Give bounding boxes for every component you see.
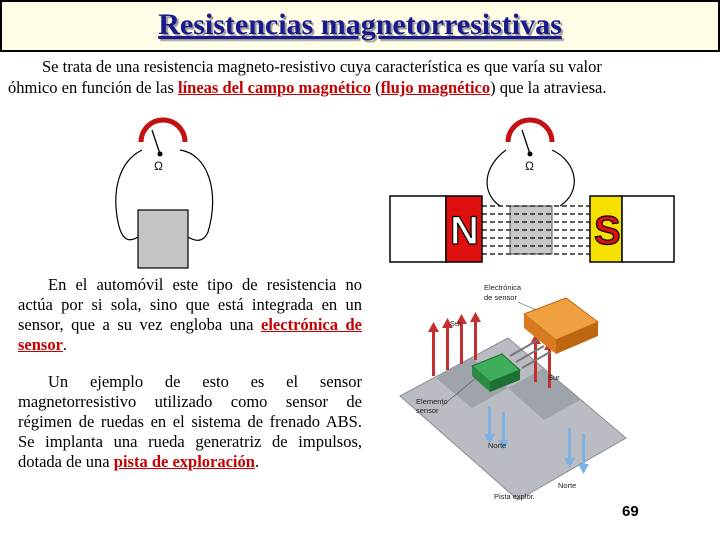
meter-scale [141, 120, 185, 142]
meter-pivot [528, 152, 533, 157]
label-electronics-line1: Electrónica [484, 283, 522, 292]
intro-text [8, 56, 688, 98]
magnetic-flux-term: flujo magnético [380, 78, 491, 97]
page-title: Resistencias magnetorresistivas [158, 8, 562, 41]
label-north-right: Norte [558, 481, 577, 490]
label-electronics-line2: de sensor [484, 293, 517, 302]
paragraph-automotive-text: En el automóvil este tipo de resistencia no actúa por si sola, sino que está integrada en un sensor, que a su vez engloba una [18, 275, 362, 334]
magnet-body-right [622, 196, 674, 262]
south-label: S [594, 209, 621, 253]
ohmmeter-diagram-with-magnet [388, 112, 678, 270]
label-south-left: Sur [450, 319, 462, 328]
abs-sensor-illustration [398, 278, 628, 504]
magnet-body-left [390, 196, 446, 262]
wire-right [552, 150, 574, 206]
paragraph-abs-end: . [254, 452, 260, 471]
label-element-line1: Elemento [416, 397, 448, 406]
label-south-right: Sur [548, 373, 560, 382]
intro-line-2-pre: óhmico en función de las [8, 78, 178, 97]
meter-scale [508, 120, 552, 142]
ohmmeter-diagram-no-field [108, 112, 228, 270]
scanning-track-term: pista de exploración [113, 452, 255, 471]
sensor-electronics-term: electrónica de sensor [18, 315, 362, 354]
field-lines-term: líneas del campo magnético [178, 78, 371, 97]
north-label: N [450, 209, 479, 253]
paragraph-automotive-end: . [62, 335, 68, 354]
meter-needle [152, 130, 160, 154]
intro-line-2 [8, 77, 688, 98]
meter-needle [522, 130, 530, 154]
title-bar [0, 0, 720, 52]
ohm-symbol: Ω [525, 159, 534, 173]
intro-line-2-post: ) que la atraviesa. [490, 78, 607, 97]
resistor-block [138, 210, 188, 268]
meter-pivot [158, 152, 163, 157]
paragraph-abs-example [18, 372, 362, 472]
ohm-symbol: Ω [154, 159, 163, 173]
intro-line-1: Se trata de una resistencia magneto-resistivo cuya característica es que varía su valor [42, 57, 602, 76]
wire-left [487, 150, 506, 206]
paragraph-automotive [18, 275, 362, 355]
page-number: 69 [622, 503, 639, 520]
leader-electronics [518, 302, 536, 310]
label-north-left: Norte [488, 441, 507, 450]
label-scanning-track: Pista explor. [494, 492, 535, 501]
label-element-line2: sensor [416, 406, 439, 415]
intro-line-2-mid: ( [370, 78, 381, 97]
paragraph-abs-text: Un ejemplo de esto es el sensor magnetorresistivo utilizado como sensor de régimen de ruedas en el sistema de frenado ABS. Se implanta una rueda generatriz de impulsos, dotada de una [18, 372, 362, 471]
